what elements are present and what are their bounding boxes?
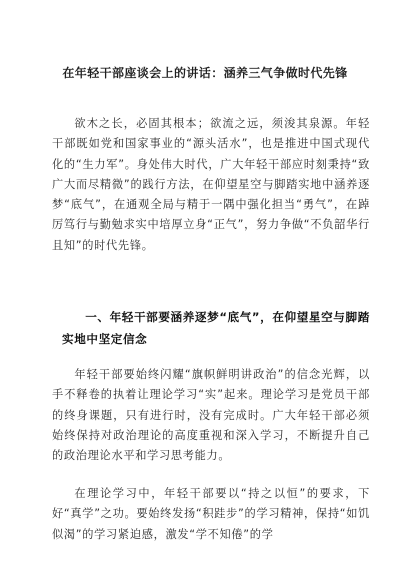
document-title: 在年轻干部座谈会上的讲话：涵养三气争做时代先锋 <box>62 66 348 80</box>
body-paragraph: 年轻干部要始终闪耀“旗帜鲜明讲政治”的信念光辉，以手不释卷的执着让理论学习“实”起来。理论学习是党员干部的终身课题，只有进行时，没有完成时。广大年轻干部必须始终保持对政治理论的高度重视和深入学习，不断提升自己的政治理论水平和学习思考能力。 <box>52 368 370 463</box>
body-paragraph: 在理论学习中，年轻干部要以“持之以恒”的要求，下好“真学”之功。要始终发扬“积跬步”的学习精神，保持“如饥似渴”的学习紧迫感，激发“学不知倦”的学 <box>52 487 370 541</box>
intro-paragraph: 欲木之长，必固其根本；欲流之远，须浚其泉源。年轻干部既如党和国家事业的“源头活水”，也是推进中国式现代化的“生力军”。身处伟大时代，广大年轻干部应时刻秉持“致广大而尽精微”的践行方法，在仰望星空与脚踏实地中涵养逐梦“底气”，在通观全局与精于一隅中强化担当“勇气”，在踔厉笃行与勤勉求实中培厚立身“正气”，努力争做“不负韶华行且知”的时代先锋。 <box>52 117 370 252</box>
section-heading: 一、年轻干部要涵养逐梦“底气”，在仰望星空与脚踏实地中坚定信念 <box>62 310 370 346</box>
